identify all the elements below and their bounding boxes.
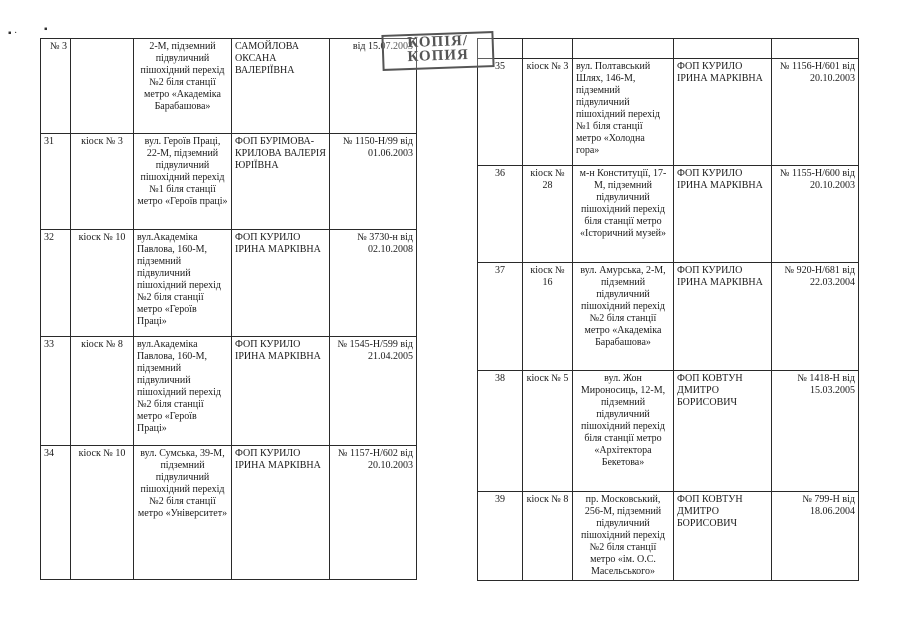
owner-name: ФОП КУРИЛО ІРИНА МАРКІВНА (674, 59, 772, 166)
owner-name: САМОЙЛОВА ОКСАНА ВАЛЕРІЇВНА (232, 39, 330, 134)
kiosk-type (523, 39, 573, 59)
row-number: 37 (478, 263, 523, 371)
table-row (41, 134, 417, 230)
row-number: № 3 (41, 39, 71, 134)
owner-name: ФОП КУРИЛО ІРИНА МАРКІВНА (232, 446, 330, 580)
table-row (478, 371, 859, 492)
kiosk-type (71, 39, 134, 134)
table-row (41, 39, 417, 134)
owner-name: ФОП КУРИЛО ІРИНА МАРКІВНА (674, 166, 772, 263)
table-row (478, 492, 859, 581)
row-number: 35 (478, 59, 523, 166)
kiosk-type: кіоск № 5 (523, 371, 573, 492)
kiosk-type: кіоск № 16 (523, 263, 573, 371)
permit-document: № 1157-Н/602 від 20.10.2003 (330, 446, 417, 580)
kiosk-address: вул. Сумська, 39-М, підземний підвуличний пішохідний перехід №2 біля станції метро «Університет» (134, 446, 232, 580)
row-number: 39 (478, 492, 523, 581)
owner-name: ФОП КУРИЛО ІРИНА МАРКІВНА (232, 337, 330, 446)
kiosk-type: кіоск № 8 (523, 492, 573, 581)
copy-stamp (381, 31, 494, 71)
row-number: 33 (41, 337, 71, 446)
permit-document: № 1150-Н/99 від 01.06.2003 (330, 134, 417, 230)
table-row (41, 337, 417, 446)
permit-document (772, 39, 859, 59)
stamp-line-2: КОПИЯ (407, 46, 470, 66)
row-number: 36 (478, 166, 523, 263)
permit-document: № 799-Н від 18.06.2004 (772, 492, 859, 581)
kiosk-address: вул. Полтавський Шлях, 146-М, підземний підвуличний пішохідний перехід №1 біля станції метро «Холодна гора» (573, 59, 674, 166)
table-row (41, 230, 417, 337)
table-row (478, 166, 859, 263)
permit-document: № 3730-н від 02.10.2008 (330, 230, 417, 337)
kiosk-type: кіоск № 8 (71, 337, 134, 446)
permit-document: від 15.07.2003 (330, 39, 417, 134)
owner-name (674, 39, 772, 59)
kiosk-type: кіоск № 3 (71, 134, 134, 230)
kiosk-address: вул.Академіка Павлова, 160-М, підземний підвуличний пішохідний перехід №2 біля станції метро «Героїв Праці» (134, 337, 232, 446)
kiosk-address: м-н Конституції, 17-М, підземний підвуличний пішохідний перехід біля станції метро «Історичний музей» (573, 166, 674, 263)
stamp-line-1: КОПІЯ/ (407, 32, 469, 52)
kiosk-address: вул. Жон Мироносиць, 12-М, підземний підвуличний пішохідний перехід біля станції метро «Архітектора Бекетова» (573, 371, 674, 492)
kiosk-address (573, 39, 674, 59)
table-row (478, 263, 859, 371)
kiosk-type: кіоск № 10 (71, 230, 134, 337)
permit-document: № 1155-Н/600 від 20.10.2003 (772, 166, 859, 263)
permit-document: № 1545-Н/599 від 21.04.2005 (330, 337, 417, 446)
kiosk-type: кіоск № 28 (523, 166, 573, 263)
kiosk-address: вул. Героїв Праці, 22-М, підземний підвуличний пішохідний перехід №1 біля станції метро «Героїв праці» (134, 134, 232, 230)
kiosk-address: пр. Московський, 256-М, підземний підвуличний пішохідний перехід №2 біля станції метро «ім. О.С. Масельського» (573, 492, 674, 581)
scan-speck: ▪ (44, 24, 48, 35)
kiosk-address: вул.Академіка Павлова, 160-М, підземний підвуличний пішохідний перехід №2 біля станції метро «Героїв Праці» (134, 230, 232, 337)
permit-document: № 920-Н/681 від 22.03.2004 (772, 263, 859, 371)
row-number: 34 (41, 446, 71, 580)
owner-name: ФОП КОВТУН ДМИТРО БОРИСОВИЧ (674, 371, 772, 492)
left-registry-table (40, 38, 417, 580)
kiosk-type: кіоск № 10 (71, 446, 134, 580)
owner-name: ФОП БУРІМОВА-КРИЛОВА ВАЛЕРІЯ ЮРІЇВНА (232, 134, 330, 230)
owner-name: ФОП КОВТУН ДМИТРО БОРИСОВИЧ (674, 492, 772, 581)
owner-name: ФОП КУРИЛО ІРИНА МАРКІВНА (674, 263, 772, 371)
permit-document: № 1418-Н від 15.03.2005 (772, 371, 859, 492)
kiosk-address: 2-М, підземний підвуличний пішохідний перехід №2 біля станції метро «Академіка Барабашова» (134, 39, 232, 134)
permit-document: № 1156-Н/601 від 20.10.2003 (772, 59, 859, 166)
kiosk-type: кіоск № 3 (523, 59, 573, 166)
right-registry-table (477, 38, 859, 581)
table-row (478, 59, 859, 166)
table-row (41, 446, 417, 580)
owner-name: ФОП КУРИЛО ІРИНА МАРКІВНА (232, 230, 330, 337)
table-row (478, 39, 859, 59)
kiosk-address: вул. Амурська, 2-М, підземний підвуличний пішохідний перехід №2 біля станції метро «Академіка Барабашова» (573, 263, 674, 371)
row-number: 31 (41, 134, 71, 230)
row-number: 32 (41, 230, 71, 337)
row-number: 38 (478, 371, 523, 492)
scan-speck: ▪ · (8, 28, 18, 39)
